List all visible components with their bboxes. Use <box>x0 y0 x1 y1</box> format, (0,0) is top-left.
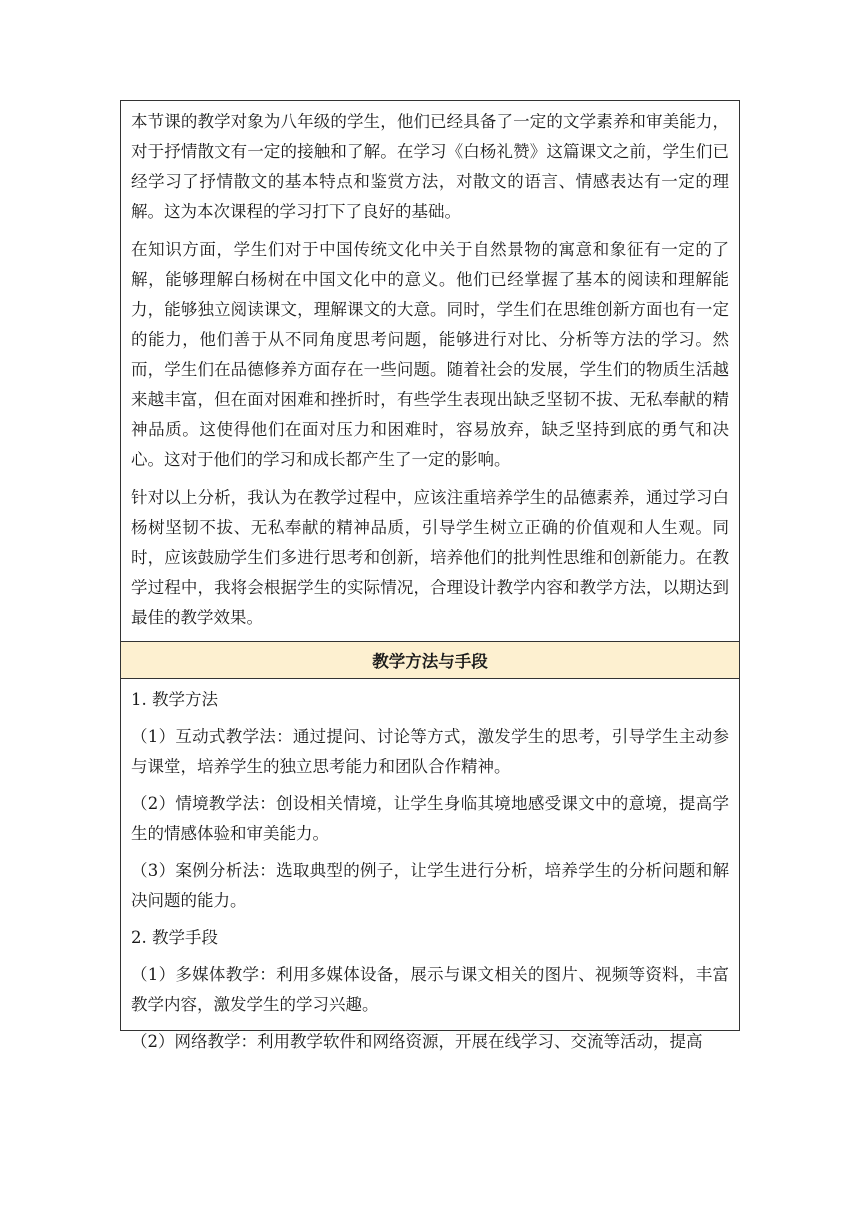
method-item-case-analysis: （3）案例分析法：选取典型的例子，让学生进行分析，培养学生的分析问题和解决问题的能力。 <box>131 861 729 910</box>
means-item-multimedia: （1）多媒体教学：利用多媒体设备，展示与课文相关的图片、视频等资料，丰富教学内容，激发学生的学习兴趣。 <box>131 965 729 1014</box>
analysis-paragraph-1: 本节课的教学对象为八年级的学生，他们已经具备了一定的文学素养和审美能力，对于抒情散文有一定的接触和了解。在学习《白杨礼赞》这篇课文之前，学生们已经学习了抒情散文的基本特点和鉴赏方法，对散文的语言、情感表达有一定的理解。这为本次课程的学习打下了良好的基础。 <box>131 112 729 221</box>
student-analysis-cell <box>121 101 739 641</box>
section-header-row <box>121 641 739 678</box>
analysis-paragraph-2: 在知识方面，学生们对于中国传统文化中关于自然景物的寓意和象征有一定的了解，能够理解白杨树在中国文化中的意义。他们已经掌握了基本的阅读和理解能力，能够独立阅读课文，理解课文的大意。同时，学生们在思维创新方面也有一定的能力，他们善于从不同角度思考问题，能够进行对比、分析等方法的学习。然而，学生们在品德修养方面存在一些问题。随着社会的发展，学生们的物质生活越来越丰富，但在面对困难和挫折时，有些学生表现出缺乏坚韧不拔、无私奉献的精神品质。这使得他们在面对压力和困难时，容易放弃，缺乏坚持到底的勇气和决心。这对于他们的学习和成长都产生了一定的影响。 <box>131 240 729 469</box>
method-item-interactive: （1）互动式教学法：通过提问、讨论等方式，激发学生的思考，引导学生主动参与课堂，培养学生的独立思考能力和团队合作精神。 <box>131 727 729 776</box>
document-table <box>120 100 740 1051</box>
method-item-situational: （2）情境教学法：创设相关情境，让学生身临其境地感受课文中的意境，提高学生的情感体验和审美能力。 <box>131 794 729 843</box>
methods-heading: 1. 教学方法 <box>131 690 218 709</box>
means-item-network: （2）网络教学：利用教学软件和网络资源，开展在线学习、交流等活动，提高 <box>131 1032 703 1051</box>
means-heading: 2. 教学手段 <box>131 928 218 947</box>
section-header-title: 教学方法与手段 <box>372 652 488 671</box>
analysis-paragraph-3: 针对以上分析，我认为在教学过程中，应该注重培养学生的品德素养，通过学习白杨树坚韧不拔、无私奉献的精神品质，引导学生树立正确的价值观和人生观。同时，应该鼓励学生们多进行思考和创新，培养他们的批判性思维和创新能力。在教学过程中，我将会根据学生的实际情况，合理设计教学内容和教学方法，以期达到最佳的教学效果。 <box>131 488 729 627</box>
methods-cell <box>121 678 739 1051</box>
